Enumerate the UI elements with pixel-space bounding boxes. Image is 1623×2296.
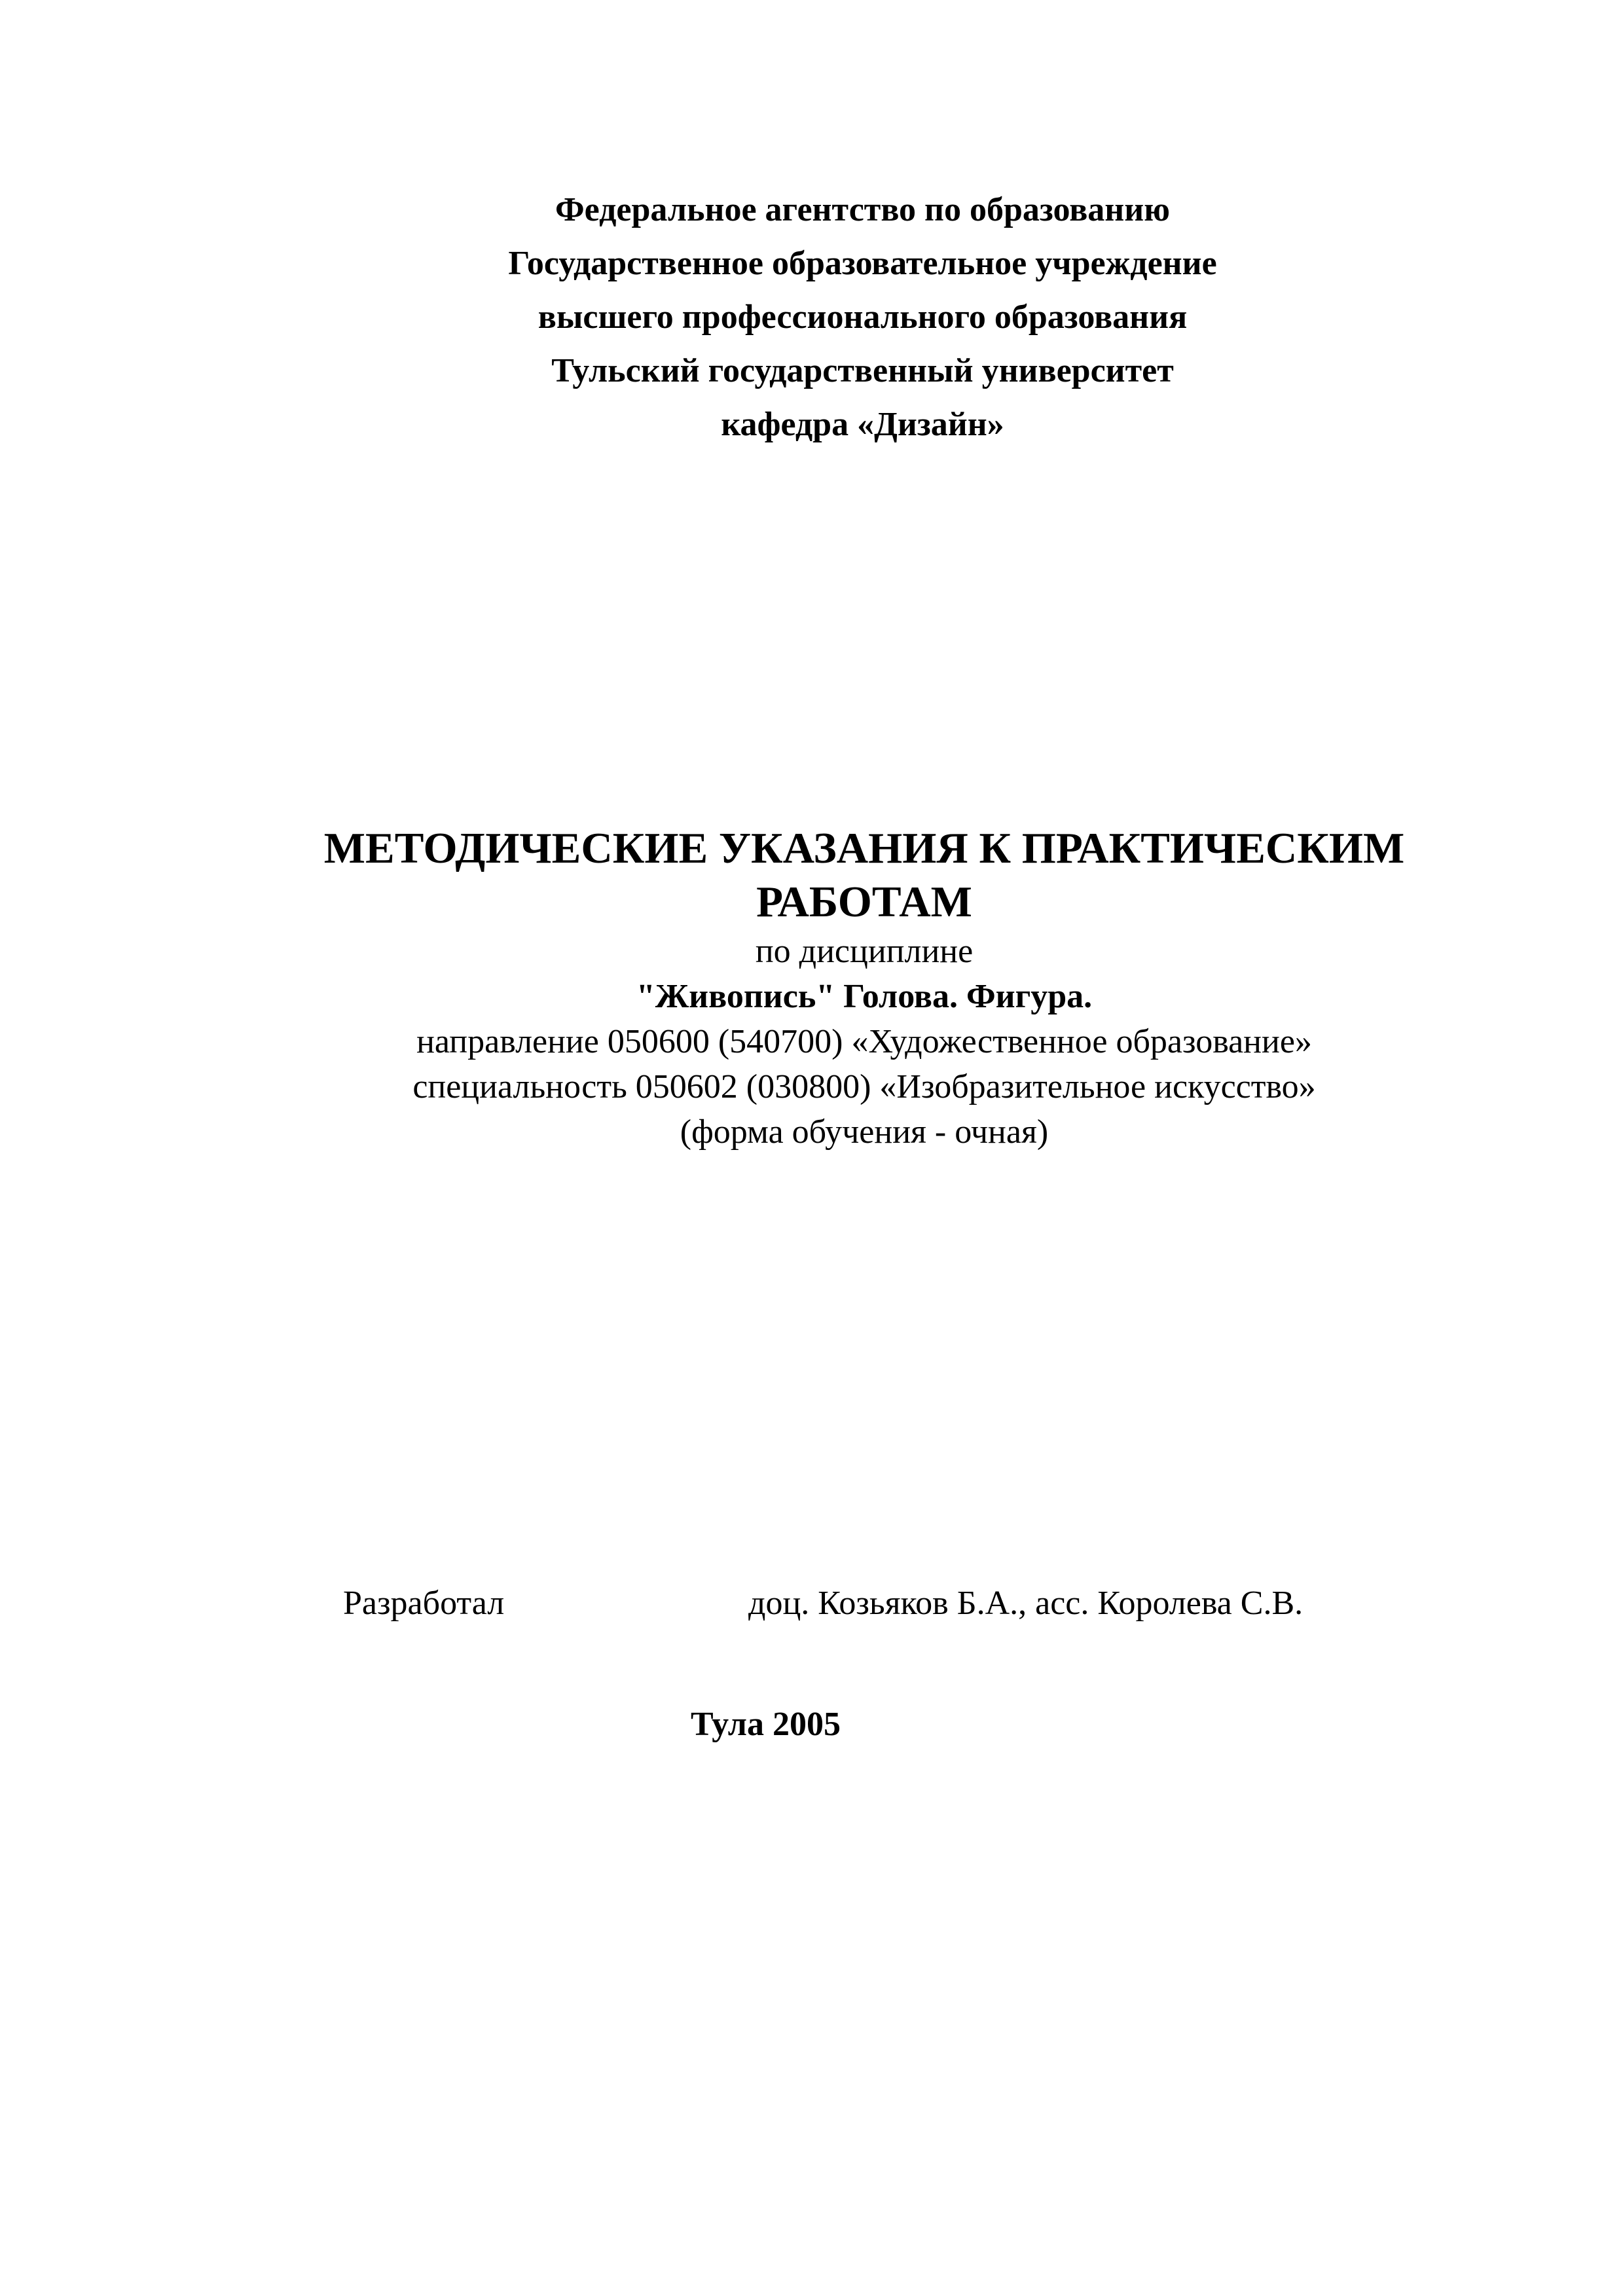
department-name: кафедра «Дизайн»: [721, 406, 1004, 443]
discipline-name: "Живопись" Голова. Фигура.: [636, 978, 1093, 1015]
education-level: высшего профессионального образования: [538, 298, 1188, 336]
document-title-line-2: РАБОТАМ: [756, 878, 972, 926]
university-name: Тульский государственный университет: [551, 352, 1174, 389]
specialty: специальность 050602 (030800) «Изобразительное искусство»: [412, 1068, 1316, 1105]
institution-type: Государственное образовательное учреждение: [508, 245, 1217, 282]
title-block: [0, 821, 1623, 1155]
developer-names: доц. Козьяков Б.А., асс. Королева С.В.: [748, 1585, 1304, 1622]
developer-label: Разработал: [343, 1585, 505, 1622]
city-year: Тула 2005: [691, 1706, 841, 1743]
document-title-line-1: МЕТОДИЧЕСКИЕ УКАЗАНИЯ К ПРАКТИЧЕСКИМ: [323, 824, 1405, 872]
study-direction: направление 050600 (540700) «Художественное образование»: [416, 1023, 1312, 1060]
document-title: [0, 821, 1623, 929]
agency-name: Федеральное агентство по образованию: [555, 191, 1170, 228]
discipline-intro: по дисциплине: [755, 933, 974, 970]
study-form: (форма обучения - очная): [680, 1113, 1049, 1151]
organization-header: [0, 183, 1623, 452]
